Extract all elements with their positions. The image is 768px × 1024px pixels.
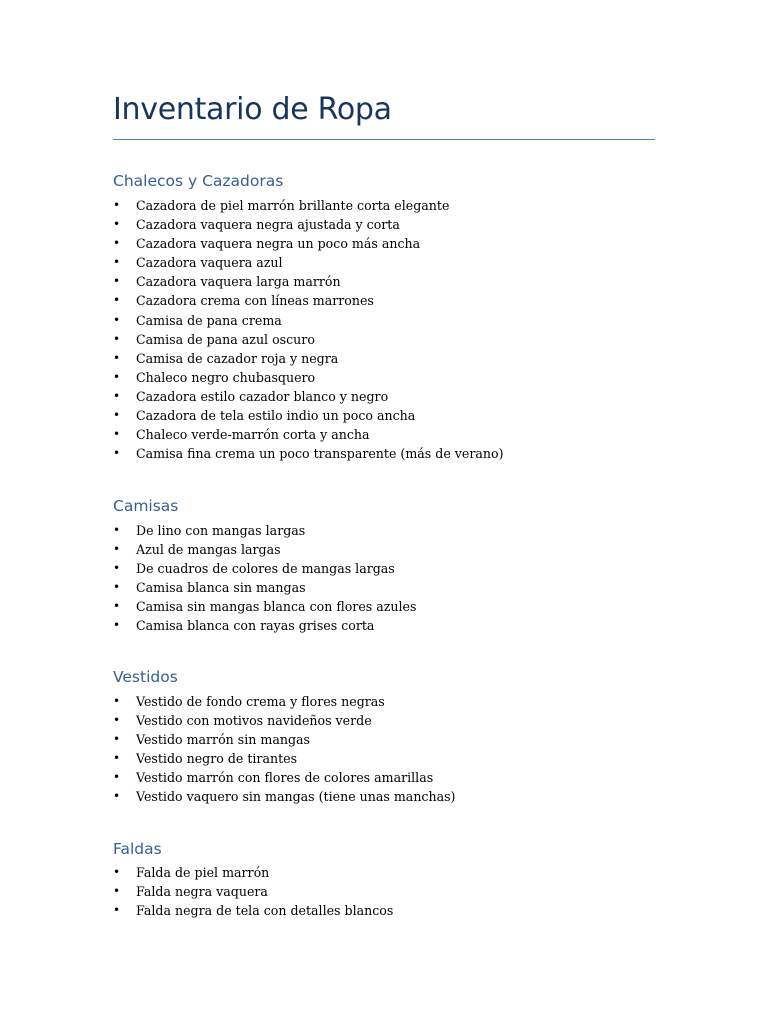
section-heading-faldas: Faldas	[113, 840, 162, 858]
list-item	[113, 311, 503, 330]
list-item	[113, 711, 455, 730]
list-item	[113, 272, 503, 291]
list-item-text: Cazadora crema con líneas marrones	[136, 293, 374, 309]
list-item-text: Vestido vaquero sin mangas (tiene unas manchas)	[136, 789, 456, 805]
list-item	[113, 692, 455, 711]
bullet-icon: •	[113, 427, 121, 442]
bullet-icon: •	[113, 732, 121, 747]
section-list-camisas	[113, 521, 416, 636]
bullet-icon: •	[113, 789, 121, 804]
list-item-text: Falda negra vaquera	[136, 884, 268, 900]
list-item-text: Camisa de cazador roja y negra	[136, 350, 339, 366]
list-item	[113, 196, 503, 215]
list-item	[113, 730, 455, 749]
list-item	[113, 863, 393, 882]
bullet-icon: •	[113, 293, 121, 308]
list-item	[113, 425, 503, 444]
bullet-icon: •	[113, 446, 121, 461]
bullet-icon: •	[113, 751, 121, 766]
bullet-icon: •	[113, 903, 121, 918]
list-item	[113, 559, 416, 578]
list-item	[113, 597, 416, 616]
list-item-text: Vestido marrón con flores de colores amarillas	[136, 770, 434, 786]
list-item-text: Chaleco negro chubasquero	[136, 369, 316, 385]
list-item	[113, 768, 455, 787]
section-heading-chalecos: Chalecos y Cazadoras	[113, 172, 284, 190]
list-item	[113, 291, 503, 310]
list-item-text: Cazadora de tela estilo indio un poco ancha	[136, 408, 416, 424]
list-item-text: Falda de piel marrón	[136, 865, 270, 880]
list-item-text: Cazadora estilo cazador blanco y negro	[136, 388, 389, 404]
list-item-text: Falda negra de tela con detalles blancos	[136, 903, 394, 919]
section-heading-vestidos: Vestidos	[113, 668, 178, 686]
bullet-icon: •	[113, 255, 121, 270]
list-item-text: Cazadora vaquera azul	[136, 255, 283, 271]
list-item	[113, 540, 416, 559]
bullet-icon: •	[113, 770, 121, 785]
list-item-text: Azul de mangas largas	[136, 542, 281, 558]
list-item-text: Camisa sin mangas blanca con flores azules	[136, 599, 417, 615]
list-item	[113, 444, 503, 463]
list-item	[113, 749, 455, 768]
bullet-icon: •	[113, 274, 121, 289]
bullet-icon: •	[113, 523, 121, 537]
section-list-vestidos	[113, 692, 455, 807]
list-item-text: Camisa blanca sin mangas	[136, 580, 306, 596]
list-item	[113, 616, 416, 635]
list-item	[113, 406, 503, 425]
list-item	[113, 349, 503, 368]
bullet-icon: •	[113, 599, 121, 614]
list-item-text: De cuadros de colores de mangas largas	[136, 561, 395, 577]
title-underline	[113, 139, 655, 140]
list-item	[113, 387, 503, 406]
list-item-text: Cazadora vaquera negra ajustada y corta	[136, 217, 400, 233]
list-item-text: Cazadora de piel marrón brillante corta elegante	[136, 198, 450, 213]
bullet-icon: •	[113, 694, 121, 708]
bullet-icon: •	[113, 542, 121, 557]
bullet-icon: •	[113, 618, 121, 633]
bullet-icon: •	[113, 884, 121, 899]
list-item-text: Vestido negro de tirantes	[136, 751, 298, 767]
list-item-text: Cazadora vaquera larga marrón	[136, 274, 341, 290]
list-item-text: Camisa blanca con rayas grises corta	[136, 618, 375, 634]
list-item	[113, 368, 503, 387]
list-item-text: Chaleco verde-marrón corta y ancha	[136, 427, 370, 443]
bullet-icon: •	[113, 198, 121, 212]
list-item	[113, 787, 455, 806]
list-item	[113, 215, 503, 234]
list-item-text: Camisa fina crema un poco transparente (más de verano)	[136, 446, 504, 462]
section-list-faldas	[113, 863, 393, 920]
section-heading-camisas: Camisas	[113, 497, 179, 515]
document-title: Inventario de Ropa	[113, 92, 392, 127]
list-item-text: Camisa de pana crema	[136, 312, 282, 328]
list-item	[113, 330, 503, 349]
bullet-icon: •	[113, 312, 121, 327]
list-item-text: Vestido de fondo crema y flores negras	[136, 694, 385, 709]
list-item-text: De lino con mangas largas	[136, 523, 306, 538]
list-item-text: Camisa de pana azul oscuro	[136, 331, 315, 347]
list-item-text: Vestido con motivos navideños verde	[136, 713, 372, 729]
list-item	[113, 578, 416, 597]
bullet-icon: •	[113, 561, 121, 576]
section-list-chalecos	[113, 196, 503, 463]
list-item	[113, 882, 393, 901]
list-item	[113, 521, 416, 540]
bullet-icon: •	[113, 236, 121, 251]
bullet-icon: •	[113, 865, 121, 879]
list-item-text: Cazadora vaquera negra un poco más ancha	[136, 236, 421, 252]
bullet-icon: •	[113, 331, 121, 346]
list-item	[113, 253, 503, 272]
bullet-icon: •	[113, 408, 121, 423]
bullet-icon: •	[113, 388, 121, 403]
list-item	[113, 901, 393, 920]
bullet-icon: •	[113, 217, 121, 232]
bullet-icon: •	[113, 580, 121, 595]
list-item-text: Vestido marrón sin mangas	[136, 732, 310, 748]
bullet-icon: •	[113, 350, 121, 365]
bullet-icon: •	[113, 369, 121, 384]
bullet-icon: •	[113, 713, 121, 728]
list-item	[113, 234, 503, 253]
